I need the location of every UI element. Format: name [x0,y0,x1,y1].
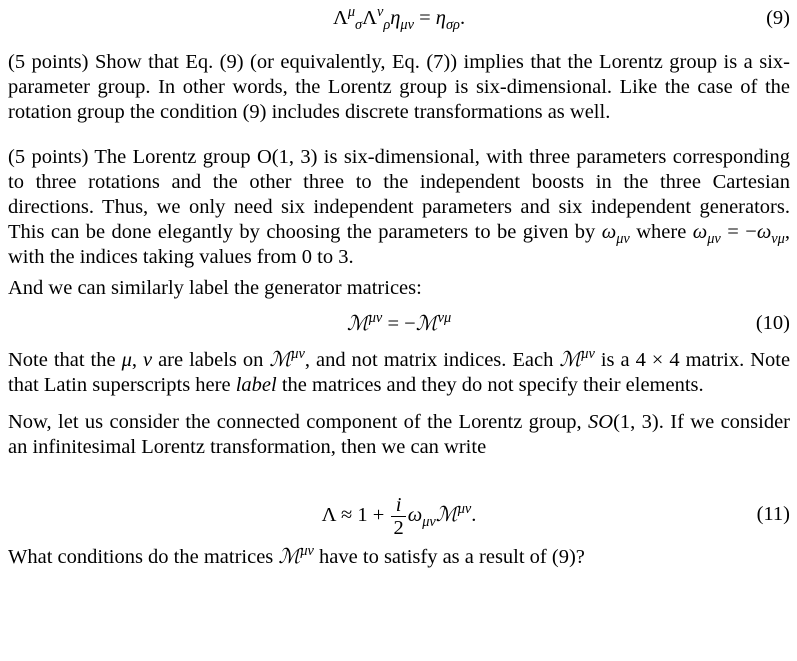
fraction-numerator: i [391,494,405,517]
equation-10-body: ℳ$^{\mu\nu}$ = −ℳ$^{\nu\mu}$ [346,310,452,335]
paragraph-part-2: (5 points) The Lorentz group O(1, 3) is six-dimensional, with three parameters corresponding to three rotations and the other three to the independent boosts in the three Cartesian directions. Thus, we only need six independent parameters and six independent generators. This can be done elegantly by choosing the parameters to be given by $\omega_{\mu\nu}$ where $\omega_{\mu\nu} = -\omega_{\nu\mu}$, with the indices taking values from 0 to 3. [8,146,790,268]
paragraph-part-1 [8,50,790,125]
paragraph-text: the matrices and they do not specify their elements. [281,374,704,396]
equation-10-number: (10) [755,312,790,334]
paragraph-connected-component: Now, let us consider the connected component of the Lorentz group, SO(1, 3). If we consider an infinitesimal Lorentz transformation, then we can write [8,411,791,458]
paragraph-text: Note that the [8,349,116,371]
paragraph-labels-note: Note that the μ, ν are labels on ℳ$^{\mu\nu}$, and not matrix indices. Each ℳ$^{\mu\nu}$ is a 4 × 4 matrix. Note that Latin superscripts here label the matrices and they do not specify their elements. [8,346,791,396]
equation-10 [8,305,790,341]
fraction [391,494,405,539]
paragraph-text: Now, let us consider the connected component of the Lorentz group, [8,411,582,433]
equation-9 [8,0,790,36]
paragraph-text: , with the indices taking values from 0 to 3. [8,221,790,268]
paragraph-text: is a 4 × 4 matrix. Note that Latin superscripts here [8,349,791,396]
paragraph-text: , and not matrix indices. Each [304,349,554,371]
paragraph-generators [8,276,790,301]
paragraph-question: What conditions do the matrices ℳ$^{\mu\nu}$ have to satisfy as a result of (9)? [8,543,585,568]
paragraph-text: have to satisfy as a result of (9)? [319,546,585,568]
emphasis-text: label [235,374,277,396]
paragraph-text: And we can similarly label the generator matrices: [8,277,422,299]
paragraph-text: The Lorentz group O(1, 3) is six-dimensional, with three parameters corresponding to three rotations and the other three to the independent boosts in the three Cartesian directions. Thus, we only need six independent parameters and six independent generators. This can be done elegantly by choosing the parameters to be given by [8,146,790,243]
equation-11-body: Λ ≈ 1 + $\frac{i}{2}$ $\omega_{\mu\nu}ℳ^{\mu\nu}$. [321,493,477,539]
equation-9-number: (9) [766,7,790,29]
equation-11-number: (11) [756,503,790,525]
equation-11 [8,490,790,538]
paragraph-text: are labels on [158,349,264,371]
document-page [8,0,790,570]
paragraph-text: . If we consider an infinitesimal Lorentz transformation, then we can write [8,411,791,458]
fraction-denominator: 2 [393,516,404,539]
points-label: (5 points) [8,146,89,168]
equation-9-body: $\Lambda^\mu_\sigma\Lambda^\nu_\rho\eta_{\mu\nu} = \eta_{\sigma\rho}$. [332,4,466,34]
paragraph-text: where [636,221,687,243]
points-label: (5 points) [8,51,89,73]
paragraph-text: What conditions do the matrices [8,546,274,568]
paragraph-text: Show that Eq. (9) (or equivalently, Eq. (7)) implies that the Lorentz group is a six-parameter group. In other words, the Lorentz group is six-dimensional. Like the case of the rotation group the condition (9) includes discrete transformations as well. [8,51,790,123]
